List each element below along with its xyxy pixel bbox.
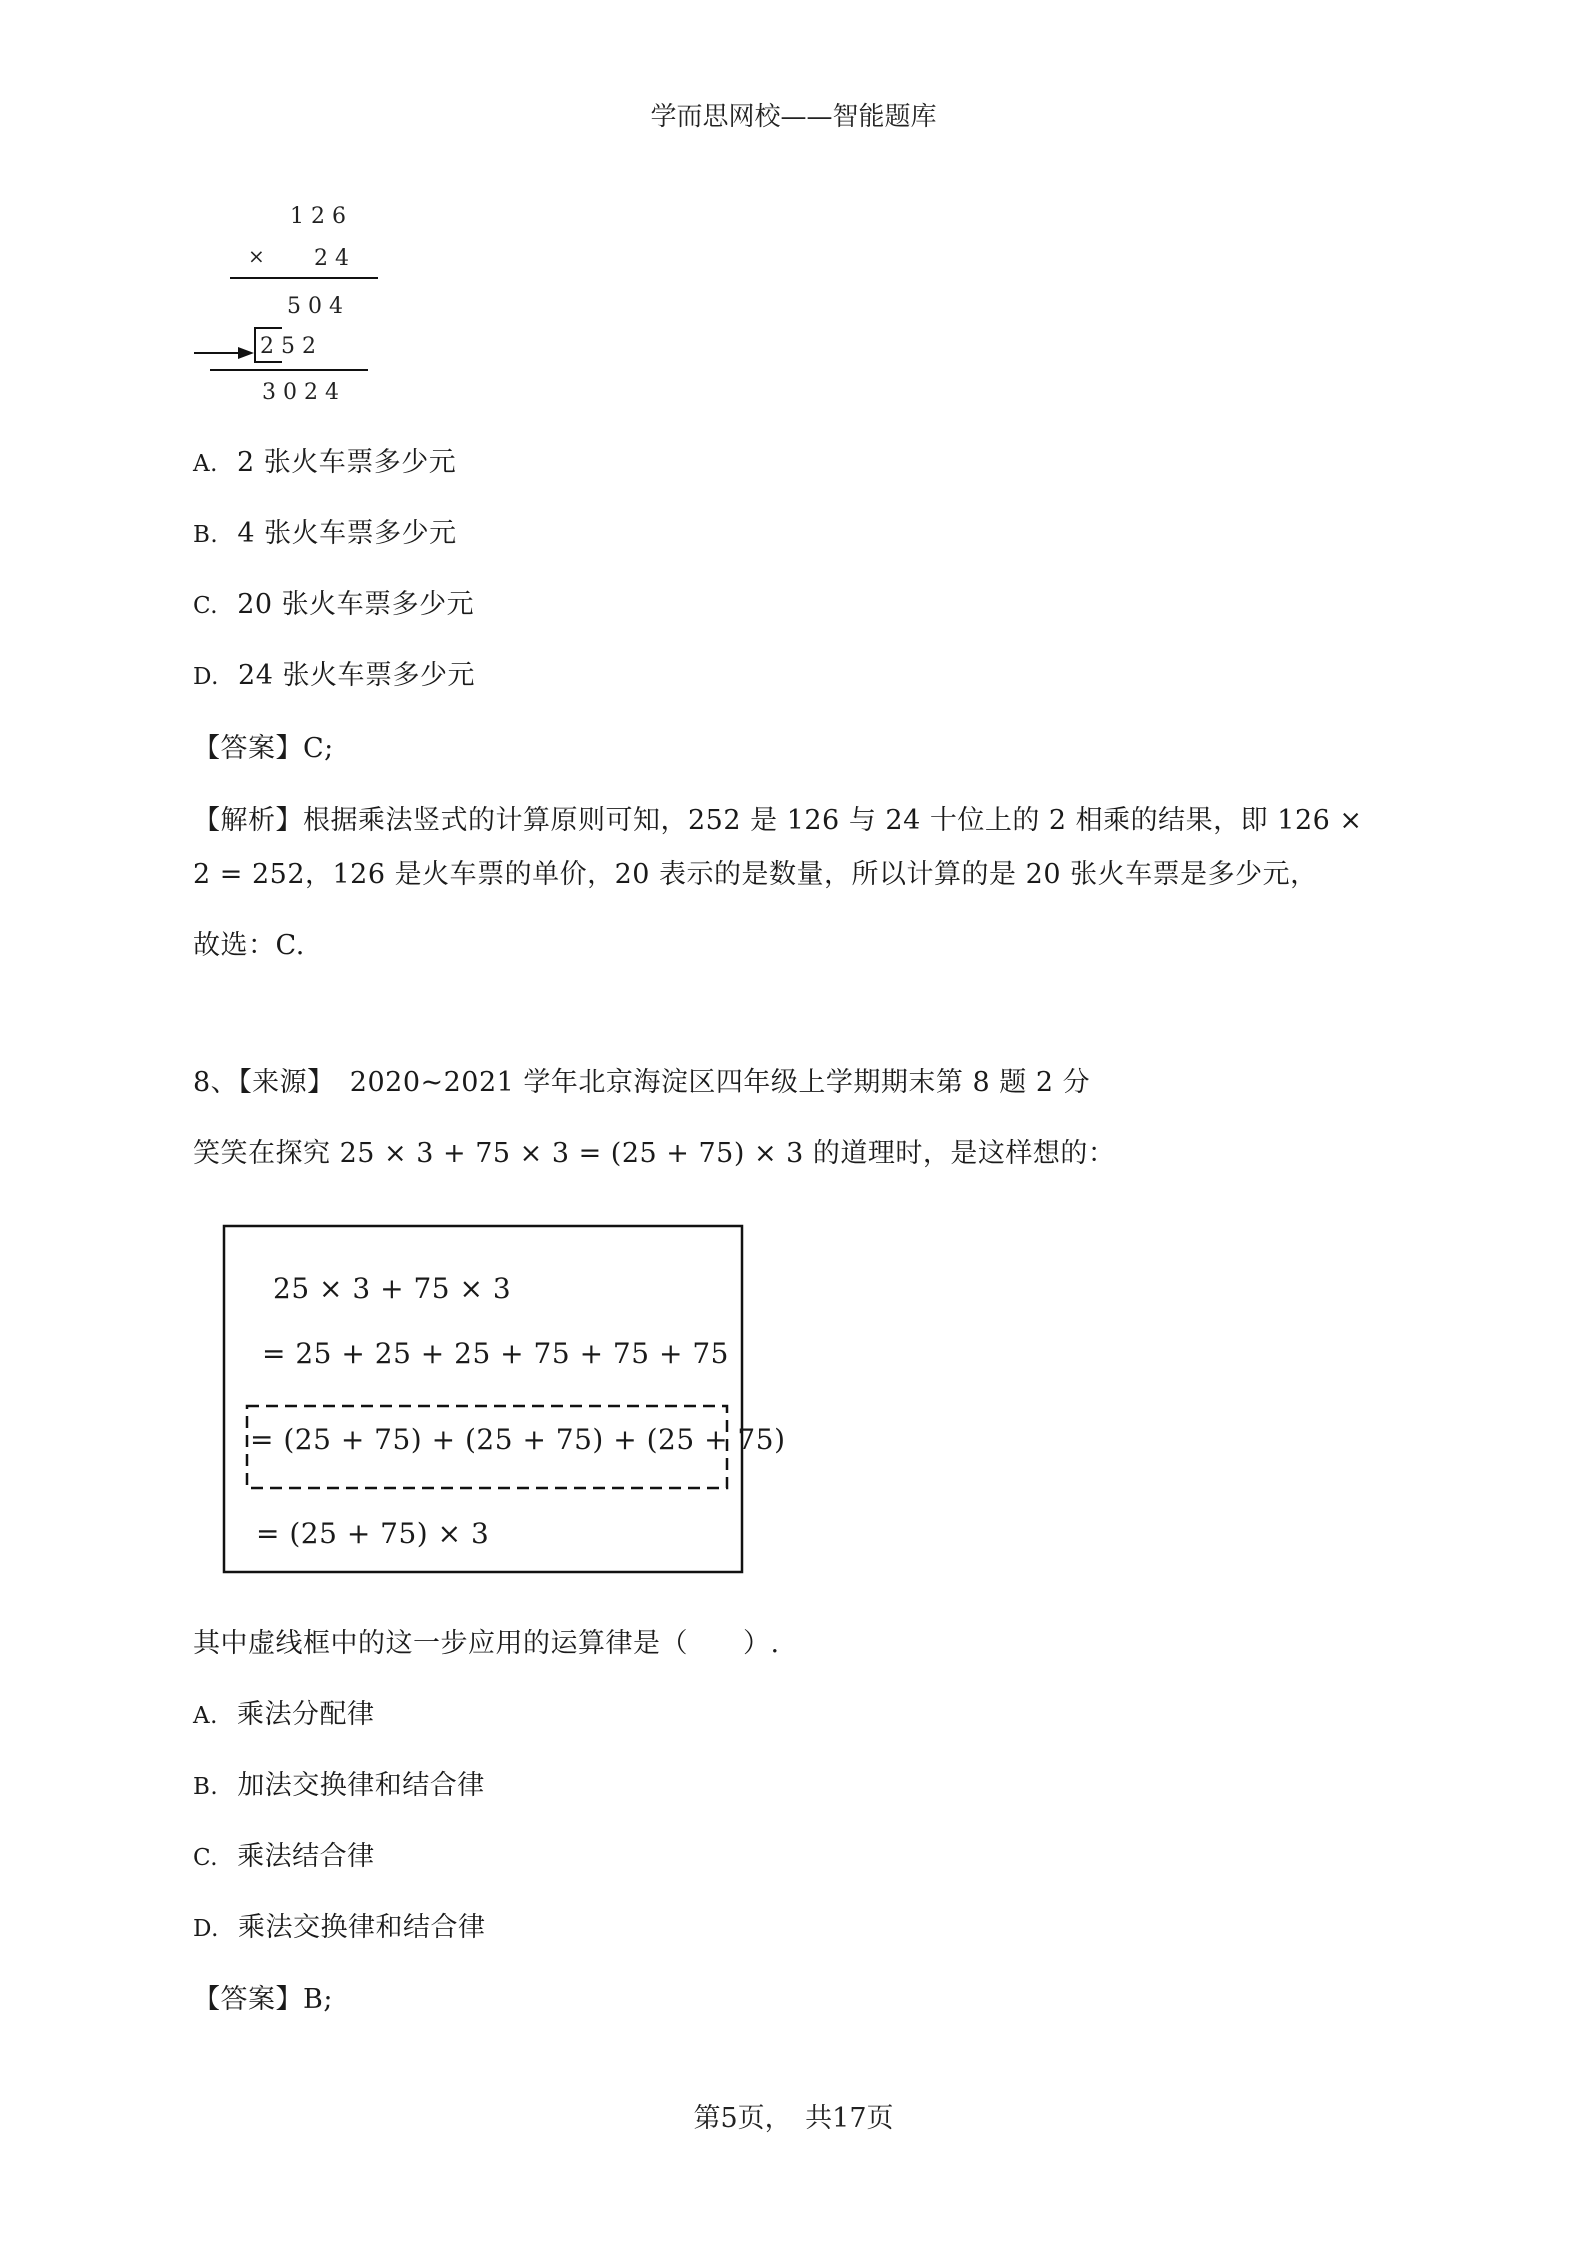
answer-label: 【答案】 [193,733,303,764]
multiply-sign: × [248,244,272,268]
option-letter: B. [193,1774,219,1800]
box-line-3-highlighted: = (25 + 75) + (25 + 75) + (25 + 75) [250,1423,786,1456]
page-header-title: 学而思网校——智能题库 [650,102,937,132]
option-text: 4 张火车票多少元 [237,518,457,549]
q7-option-b[interactable] [193,517,457,552]
multiplier: 24 [314,246,356,271]
option-text: 20 张火车票多少元 [237,589,475,620]
bottom-rule [210,368,370,372]
box-line-2: = 25 + 25 + 25 + 75 + 75 + 75 [262,1337,729,1370]
q8-option-b[interactable] [193,1769,485,1804]
q8-option-c[interactable] [193,1840,375,1875]
q8-option-d[interactable] [193,1911,486,1946]
q8-question: 其中虚线框中的这一步应用的运算律是（ ）. [193,1628,780,1659]
q7-option-c[interactable] [193,588,474,623]
option-letter: A. [193,451,218,477]
q7-analysis-line-2: 2 = 252，126 是火车票的单价，20 表示的是数量，所以计算的是 20 张火车票是多少元， [193,859,1318,890]
option-letter: D. [193,1916,219,1942]
option-text: 乘法结合律 [237,1841,375,1872]
answer-label: 【答案】 [193,1984,303,2015]
option-text: 加法交换律和结合律 [237,1770,485,1801]
box-line-4: = (25 + 75) × 3 [256,1517,490,1550]
option-letter: B. [193,522,219,548]
q7-option-a[interactable] [193,446,456,481]
q8-source [193,1066,1090,1100]
page-footer: 第5页， 共17页 [693,2103,894,2134]
source-text: 2020~2021 学年北京海淀区四年级上学期期末第 8 题 2 分 [349,1067,1091,1098]
q8-stem: 笑笑在探究 25 × 3 + 75 × 3 = (25 + 75) × 3 的道理时，是这样想的： [193,1138,1116,1169]
top-rule [230,276,380,280]
option-text: 乘法分配律 [237,1699,375,1730]
q7-analysis-line-1 [193,804,1363,838]
option-text: 24 张火车票多少元 [238,660,475,691]
analysis-label: 【解析】 [193,805,303,836]
option-text: 乘法交换律和结合律 [238,1912,486,1943]
answer-value: B; [303,1984,333,2015]
analysis-text-1: 根据乘法竖式的计算原则可知，252 是 126 与 24 十位上的 2 相乘的结果，即 126 × [303,805,1363,836]
option-letter: A. [193,1703,218,1729]
q7-analysis-line-3: 故选：C. [193,930,305,961]
q7-option-d[interactable] [193,659,475,694]
option-text: 2 张火车票多少元 [237,447,457,478]
answer-value: C; [303,733,334,764]
question-number: 8、 [193,1067,239,1098]
q8-answer [193,1983,333,2017]
q8-option-a[interactable] [193,1698,375,1733]
product-result: 3024 [262,380,346,405]
option-letter: C. [193,1845,219,1871]
partial-product-2-boxed: 252 [260,334,323,359]
partial-product-1: 504 [287,294,350,319]
option-letter: D. [193,664,219,690]
q7-answer [193,732,334,766]
option-letter: C. [193,593,219,619]
box-line-1: 25 × 3 + 75 × 3 [273,1272,512,1305]
source-label: 【来源】 [238,1067,335,1098]
multiplicand: 126 [290,204,353,229]
